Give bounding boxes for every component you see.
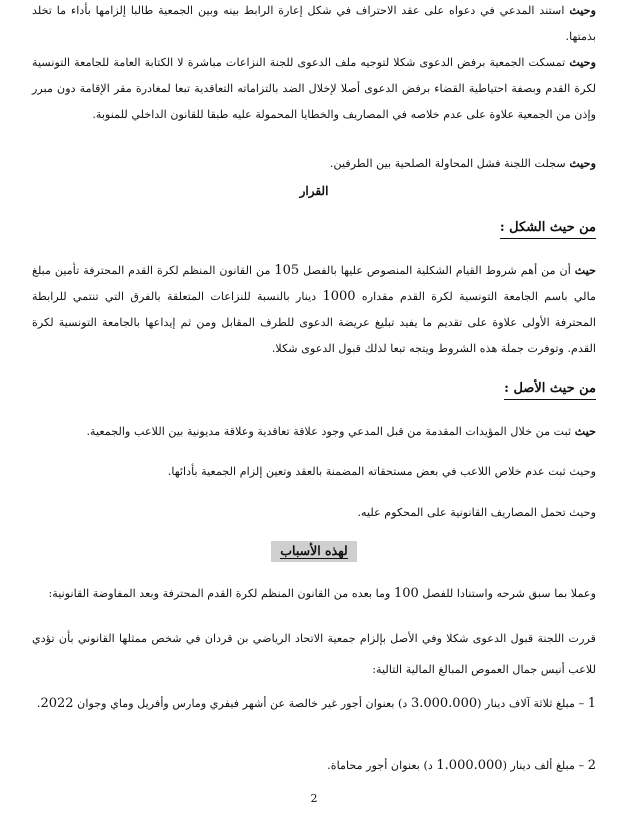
paragraph-conciliation — [32, 150, 596, 177]
paragraph-lead: حيث — [574, 424, 596, 438]
paragraph-ruling-basis — [32, 581, 596, 607]
paragraph-merits-1 — [32, 418, 596, 445]
form-heading: من حيث الشكل : — [500, 219, 596, 239]
article-number: 105 — [274, 263, 300, 278]
reasons-heading-box — [271, 541, 357, 562]
item-number: 2 — [587, 758, 596, 773]
item-amount: 1.000.000 — [436, 758, 503, 773]
item-text: – مبلغ ألف دينار ( — [502, 759, 588, 772]
item-year: 2022 — [40, 696, 74, 711]
item-amount: 3.000.000 — [410, 696, 478, 711]
paragraph-text: دينار بالنسبة للنزاعات المتعلقة بالفرق التي تنتمي للرابطة المحترفة الأولى علاوة على تقديم ما يفيد تبليغ عريضة الدعوى للطرف المقابل ومن ثم إيداعها بالجامعة التونسية لكرة القدم. وتوفرت جملة هذه الشروط ويتجه تبعا لذلك قبول الدعوى شكلا. — [32, 290, 596, 355]
paragraph-text: ثبت من خلال المؤيدات المقدمة من قبل المدعي وجود علاقة تعاقدية وعلاقة مديونية بين اللاعب والجمعية. — [86, 425, 575, 438]
ruling-item-2 — [32, 753, 596, 779]
paragraph-text: وما بعده من القانون المنظم لكرة القدم المحترفة وبعد المفاوضة القانونية: — [48, 587, 394, 600]
paragraph-form-conditions — [32, 257, 596, 362]
reasons-heading: لهذه الأسباب — [280, 543, 348, 558]
paragraph-lead: حيث — [574, 263, 596, 277]
item-text: د) بعنوان أجور محاماة. — [327, 759, 437, 772]
paragraph-merits-2: وحيث ثبت عدم خلاص اللاعب في بعض مستحقاته المضمنة بالعقد وتعين إلزام الجمعية بأدائها. — [167, 465, 596, 478]
item-text: – مبلغ ثلاثة آلاف دينار ( — [477, 697, 588, 710]
paragraph-defendant-response — [32, 49, 596, 128]
paragraph-text: أن من أهم شروط القيام الشكلية المنصوص عليها بالفصل — [299, 264, 575, 277]
deposit-amount: 1000 — [322, 289, 356, 304]
page-number: 2 — [310, 792, 318, 805]
paragraph-ruling-decision: قررت اللجنة قبول الدعوى شكلا وفي الأصل بإلزام جمعية الاتحاد الرياضي بن قردان في شخص ممثلها القانوني بأن تؤدي للاعب أنيس جمال العموص المبالغ المالية التالية: — [32, 632, 596, 676]
paragraph-text: وعملا بما سبق شرحه واستنادا للفصل — [418, 587, 596, 600]
item-text: د) بعنوان أجور غير خالصة عن أشهر فيفري ومارس وأفريل وماي وجوان — [73, 697, 411, 710]
merits-heading: من حيث الأصل : — [504, 380, 596, 400]
paragraph-lead: وحيث — [569, 55, 596, 69]
article-number: 100 — [394, 586, 419, 601]
paragraph-text: سجلت اللجنة فشل المحاولة الصلحية بين الطرفين. — [329, 157, 570, 170]
decision-title: القرار — [299, 184, 329, 198]
paragraph-lead: وحيث — [569, 3, 596, 17]
paragraph-text: استند المدعي في دعواه على عقد الاحتراف في شكل إعارة الرابط بينه وبين الجمعية طالبا إلزامها بأداء ما تخلد بذمتها. — [32, 4, 596, 43]
paragraph-lead: وحيث — [569, 156, 596, 170]
paragraph-merits-3: وحيث تحمل المصاريف القانونية على المحكوم عليه. — [357, 506, 596, 519]
paragraph-text: من القانون المنظم لكرة القدم المحترفة تأمين مبلغ مالي باسم الجامعة التونسية لكرة القدم مقداره — [32, 264, 596, 303]
paragraph-text: تمسكت الجمعية برفض الدعوى شكلا لتوجيه ملف الدعوى للجنة النزاعات مباشرة لا الكتابة العامة للجامعة التونسية لكرة القدم وبصفة احتياطية القضاء برفض الدعوى أصلا لإخلال الضد بالتزاماته التعاقدية تبعا لمغادرة مقر الإقامة دون مبرر وإذن من الجمعية علاوة على عدم خلاصه في المصاريف والخطايا المحمولة عليه طبقا للقانون الداخلي للمنوبة. — [32, 56, 596, 121]
item-number: 1 — [587, 696, 596, 711]
ruling-item-1: 1 – مبلغ ثلاثة آلاف دينار (3.000.000 د) بعنوان أجور غير خالصة عن أشهر فيفري ومارس وأفريل وماي وجوان 2022. — [36, 696, 596, 711]
paragraph-plaintiff-claim — [32, 0, 596, 50]
